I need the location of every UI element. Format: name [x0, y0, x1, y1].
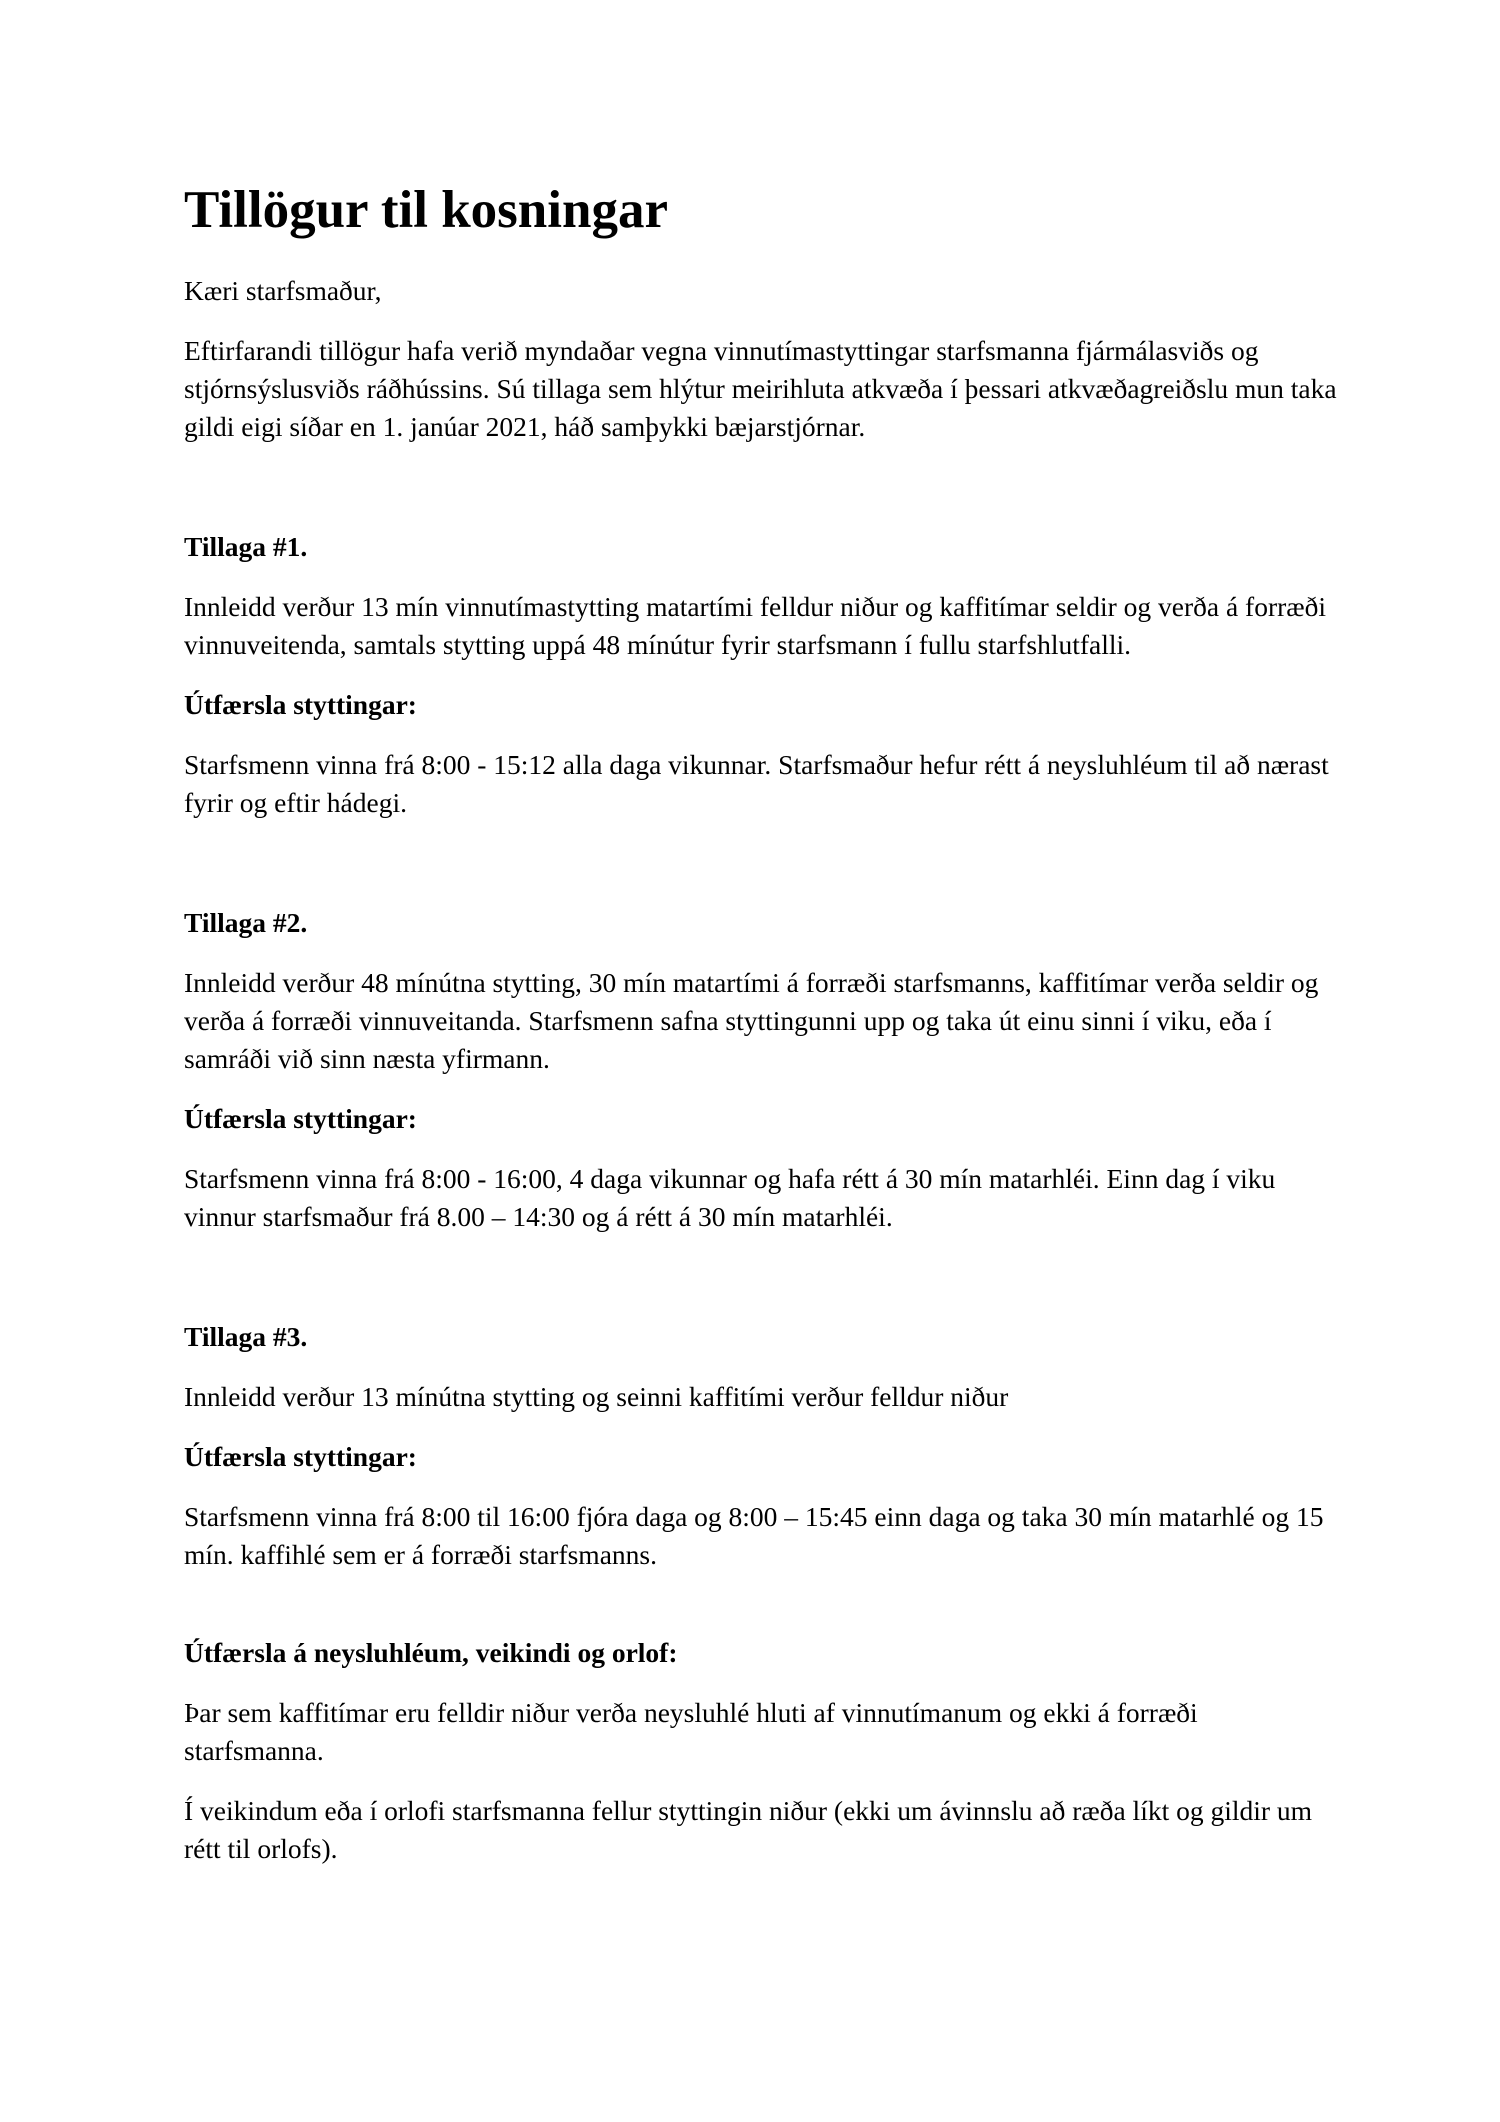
proposal-detail: Starfsmenn vinna frá 8:00 - 15:12 alla daga vikunnar. Starfsmaður hefur rétt á neysluhléum til að nærast fyrir og eftir hádegi. — [184, 749, 1329, 818]
closing-paragraph-1: Þar sem kaffitímar eru felldir niður verða neysluhlé hluti af vinnutímanum og ekki á forræði starfsmanna. — [184, 1697, 1198, 1766]
closing-section — [184, 1634, 1344, 1868]
proposal-detail: Starfsmenn vinna frá 8:00 - 16:00, 4 daga vikunnar og hafa rétt á 30 mín matarhléi. Einn dag í viku vinnur starfsmaður frá 8.00 – 14:30 og á rétt á 30 mín matarhléi. — [184, 1163, 1276, 1232]
proposal-1 — [184, 528, 1344, 822]
proposal-detail-heading: Útfærsla styttingar: — [184, 1441, 417, 1472]
intro-paragraph: Eftirfarandi tillögur hafa verið myndaðar vegna vinnutímastyttingar starfsmanna fjármálasviðs og stjórnsýslusviðs ráðhússins. Sú tillaga sem hlýtur meirihluta atkvæða í þessari atkvæðagreiðslu mun taka gildi eigi síðar en 1. janúar 2021, háð samþykki bæjarstjórnar. — [184, 335, 1337, 442]
proposal-detail-heading: Útfærsla styttingar: — [184, 689, 417, 720]
proposal-2 — [184, 904, 1344, 1236]
proposal-heading: Tillaga #3. — [184, 1321, 308, 1352]
closing-paragraph-2: Í veikindum eða í orlofi starfsmanna fellur styttingin niður (ekki um ávinnslu að ræða líkt og gildir um rétt til orlofs). — [184, 1795, 1313, 1864]
proposal-heading: Tillaga #1. — [184, 531, 308, 562]
greeting: Kæri starfsmaður, — [184, 275, 382, 306]
proposal-3 — [184, 1318, 1344, 1574]
proposal-detail: Starfsmenn vinna frá 8:00 til 16:00 fjóra daga og 8:00 – 15:45 einn daga og taka 30 mín matarhlé og 15 mín. kaffihlé sem er á forræði starfsmanns. — [184, 1501, 1324, 1570]
proposal-detail-heading: Útfærsla styttingar: — [184, 1103, 417, 1134]
document-title: Tillögur til kosningar — [184, 181, 669, 239]
closing-heading: Útfærsla á neysluhléum, veikindi og orlof: — [184, 1637, 678, 1668]
document-page — [184, 180, 1344, 1890]
proposal-description: Innleidd verður 13 mín vinnutímastytting matartími felldur niður og kaffitímar seldir og verða á forræði vinnuveitenda, samtals stytting uppá 48 mínútur fyrir starfsmann í fullu starfshlutfalli. — [184, 591, 1327, 660]
proposal-description: Innleidd verður 13 mínútna stytting og seinni kaffitími verður felldur niður — [184, 1381, 1009, 1412]
proposal-description: Innleidd verður 48 mínútna stytting, 30 mín matartími á forræði starfsmanns, kaffitímar verða seldir og verða á forræði vinnuveitanda. Starfsmenn safna styttingunni upp og taka út einu sinni í viku, eða í samráði við sinn næsta yfirmann. — [184, 967, 1319, 1074]
proposal-heading: Tillaga #2. — [184, 907, 308, 938]
